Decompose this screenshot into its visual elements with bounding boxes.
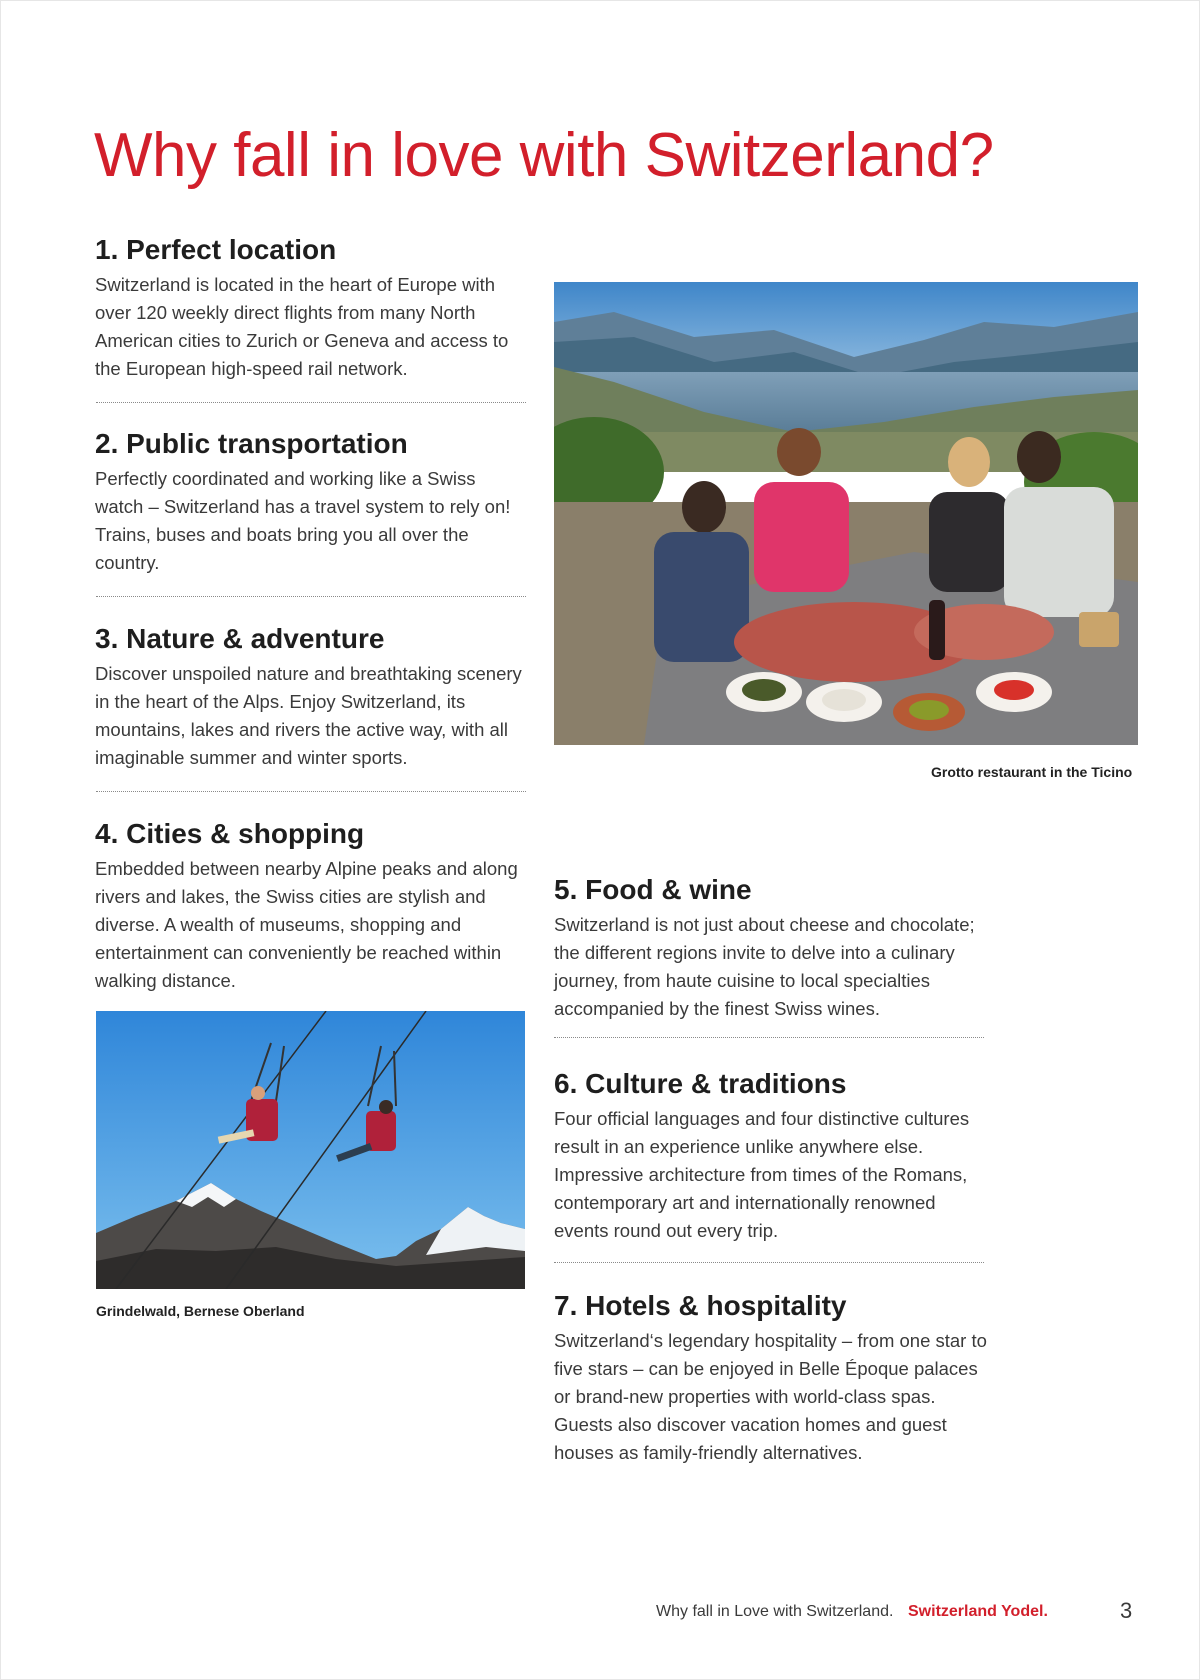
section-heading: 4. Cities & shopping xyxy=(95,818,365,849)
section-body: Discover unspoiled nature and breathtaking scenery in the heart of the Alps. Enjoy Switzerland, its mountains, lakes and rivers the active way, with all imaginable summer and winter sports. xyxy=(95,663,522,768)
section-heading: 3. Nature & adventure xyxy=(95,623,385,654)
section-hotels-hospitality xyxy=(554,1289,994,1467)
page-number: 3 xyxy=(1120,1598,1133,1623)
photo-caption: Grotto restaurant in the Ticino xyxy=(931,764,1133,780)
section-culture-traditions xyxy=(554,1067,994,1245)
section-cities-shopping xyxy=(95,817,527,995)
footer-brand: Switzerland Yodel. xyxy=(908,1603,1048,1620)
section-heading: 2. Public transportation xyxy=(95,428,408,459)
divider xyxy=(554,1037,984,1038)
section-body: Switzerland is located in the heart of Europe with over 120 weekly direct flights from many North American cities to Zurich or Geneva and access to the European high-speed rail network. xyxy=(95,274,509,379)
photo-caption: Grindelwald, Bernese Oberland xyxy=(96,1303,305,1319)
section-body: Embedded between nearby Alpine peaks and along rivers and lakes, the Swiss cities are stylish and diverse. A wealth of museums, shopping and entertainment can conveniently be reached within walking distance. xyxy=(95,858,518,991)
divider xyxy=(96,402,526,403)
grindelwald-photo xyxy=(96,1011,525,1289)
page-title: Why fall in love with Switzerland? xyxy=(94,121,994,190)
divider xyxy=(554,1262,984,1263)
section-heading: 6. Culture & traditions xyxy=(554,1068,847,1099)
section-heading: 1. Perfect location xyxy=(95,234,337,265)
grotto-photo xyxy=(554,282,1138,745)
section-perfect-location xyxy=(95,233,527,383)
section-public-transportation xyxy=(95,427,527,577)
section-body: Four official languages and four distinctive cultures result in an experience unlike anywhere else. Impressive architecture from times of the Romans, contemporary art and internationally renowned events round out every trip. xyxy=(554,1108,970,1241)
divider xyxy=(96,596,526,597)
footer-text: Why fall in Love with Switzerland. xyxy=(656,1603,894,1620)
divider xyxy=(96,791,526,792)
section-heading: 7. Hotels & hospitality xyxy=(554,1290,847,1321)
section-body: Switzerland‘s legendary hospitality – from one star to five stars – can be enjoyed in Belle Époque palaces or brand-new properties with world-class spas. Guests also discover vacation homes and guest houses as family-friendly alternatives. xyxy=(554,1330,987,1463)
section-food-wine xyxy=(554,873,994,1023)
section-body: Switzerland is not just about cheese and chocolate; the different regions invite to delve into a culinary journey, from haute cuisine to local specialties accompanied by the finest Swiss wines. xyxy=(554,914,975,1019)
section-heading: 5. Food & wine xyxy=(554,874,752,905)
section-body: Perfectly coordinated and working like a Swiss watch – Switzerland has a travel system to rely on! Trains, buses and boats bring you all over the country. xyxy=(95,468,511,573)
section-nature-adventure xyxy=(95,622,527,772)
